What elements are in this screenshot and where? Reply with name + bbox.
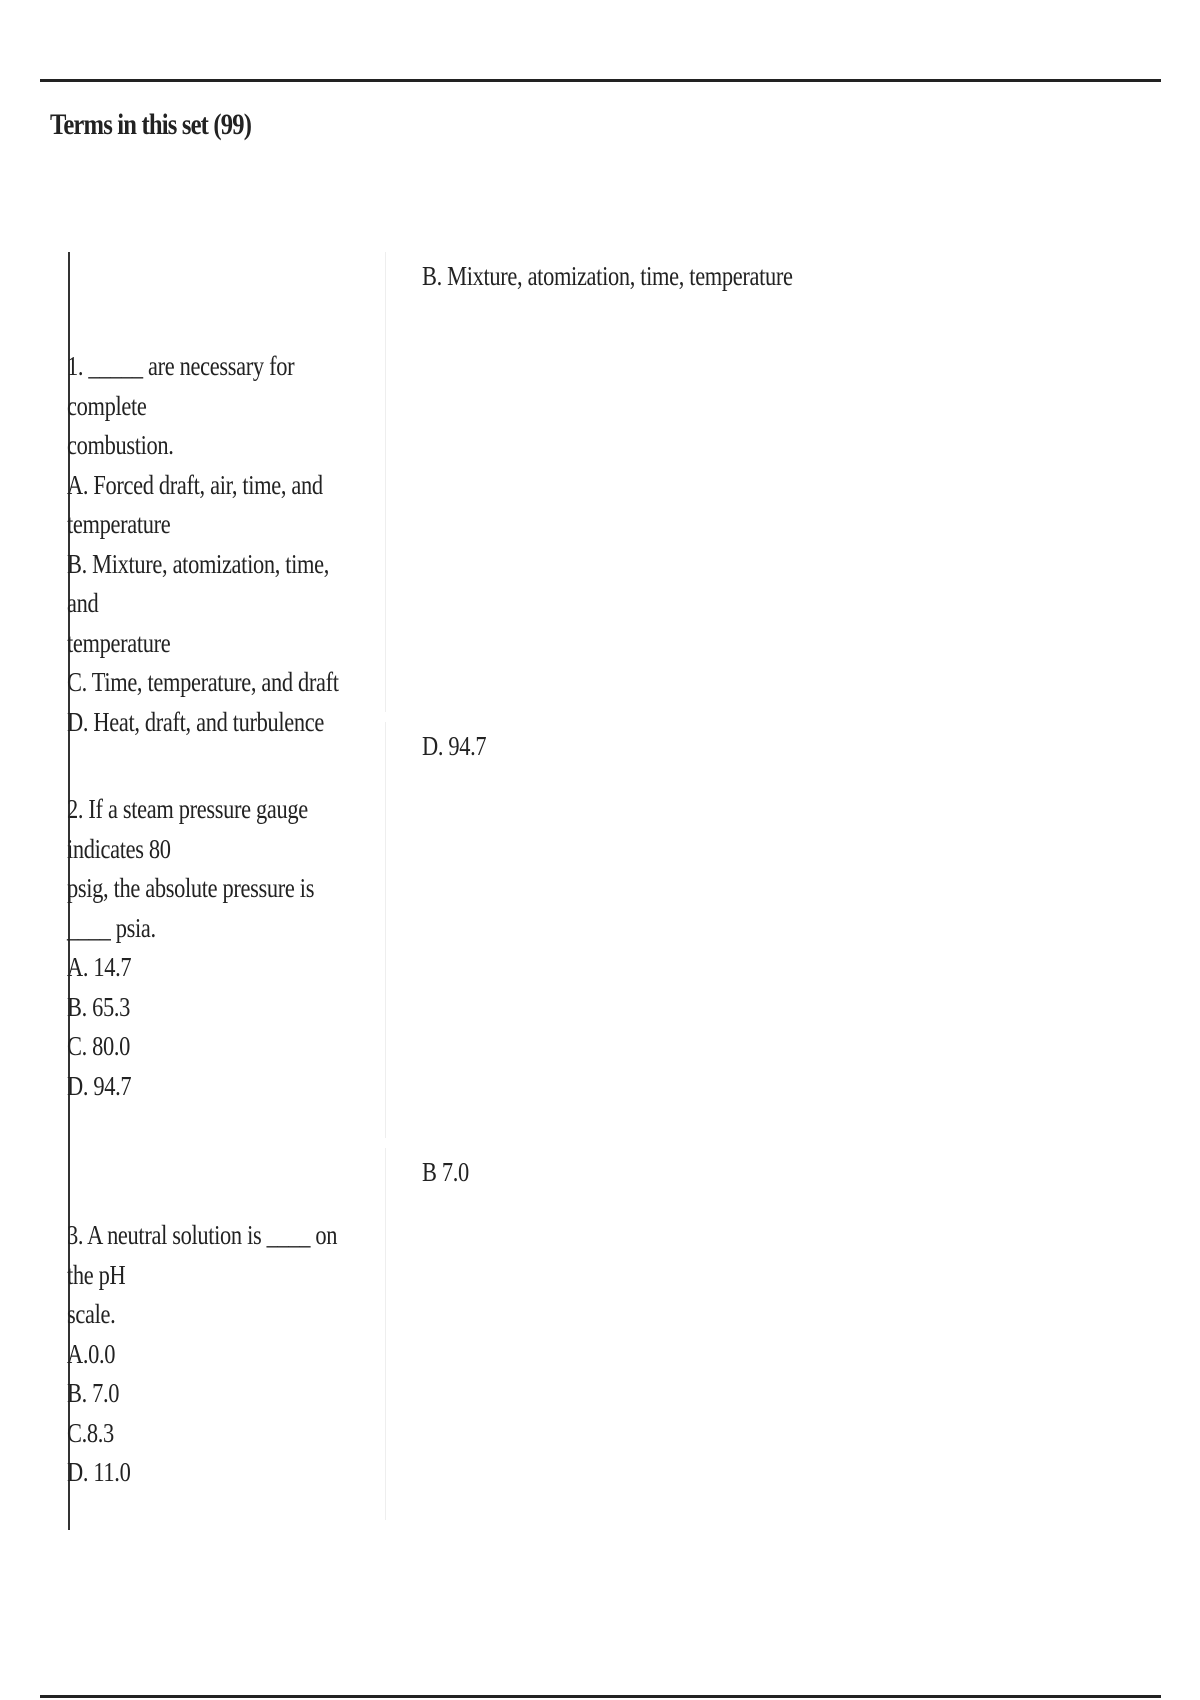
term-question: 3. A neutral solution is ____ on the pH scale. A.0.0 B. 7.0 C.8.3 D. 11.0 — [67, 1220, 338, 1487]
bottom-rule — [40, 1695, 1161, 1698]
term-answer: B 7.0 — [422, 1157, 469, 1187]
term-question: 1. _____ are necessary for complete combustion. A. Forced draft, air, time, and temperature B. Mixture, atomization, time, and temperature C. Time, temperature, and draft D. Heat, draft, and turbulence — [67, 351, 339, 737]
term-list — [68, 252, 1170, 1530]
top-rule — [40, 79, 1161, 82]
card-divider — [385, 722, 386, 1138]
set-title: Terms in this set (99) — [50, 108, 252, 141]
term-card[interactable] — [67, 252, 1170, 737]
term-question: 2. If a steam pressure gauge indicates 80 psig, the absolute pressure is ____ psia. A. 14.7 B. 65.3 C. 80.0 D. 94.7 — [67, 794, 315, 1101]
term-answer: D. 94.7 — [422, 731, 487, 761]
term-card[interactable] — [67, 722, 1170, 1138]
card-divider — [385, 252, 386, 712]
term-card[interactable] — [67, 1148, 1170, 1520]
card-divider — [385, 1148, 386, 1520]
term-answer: B. Mixture, atomization, time, temperature — [422, 261, 793, 291]
